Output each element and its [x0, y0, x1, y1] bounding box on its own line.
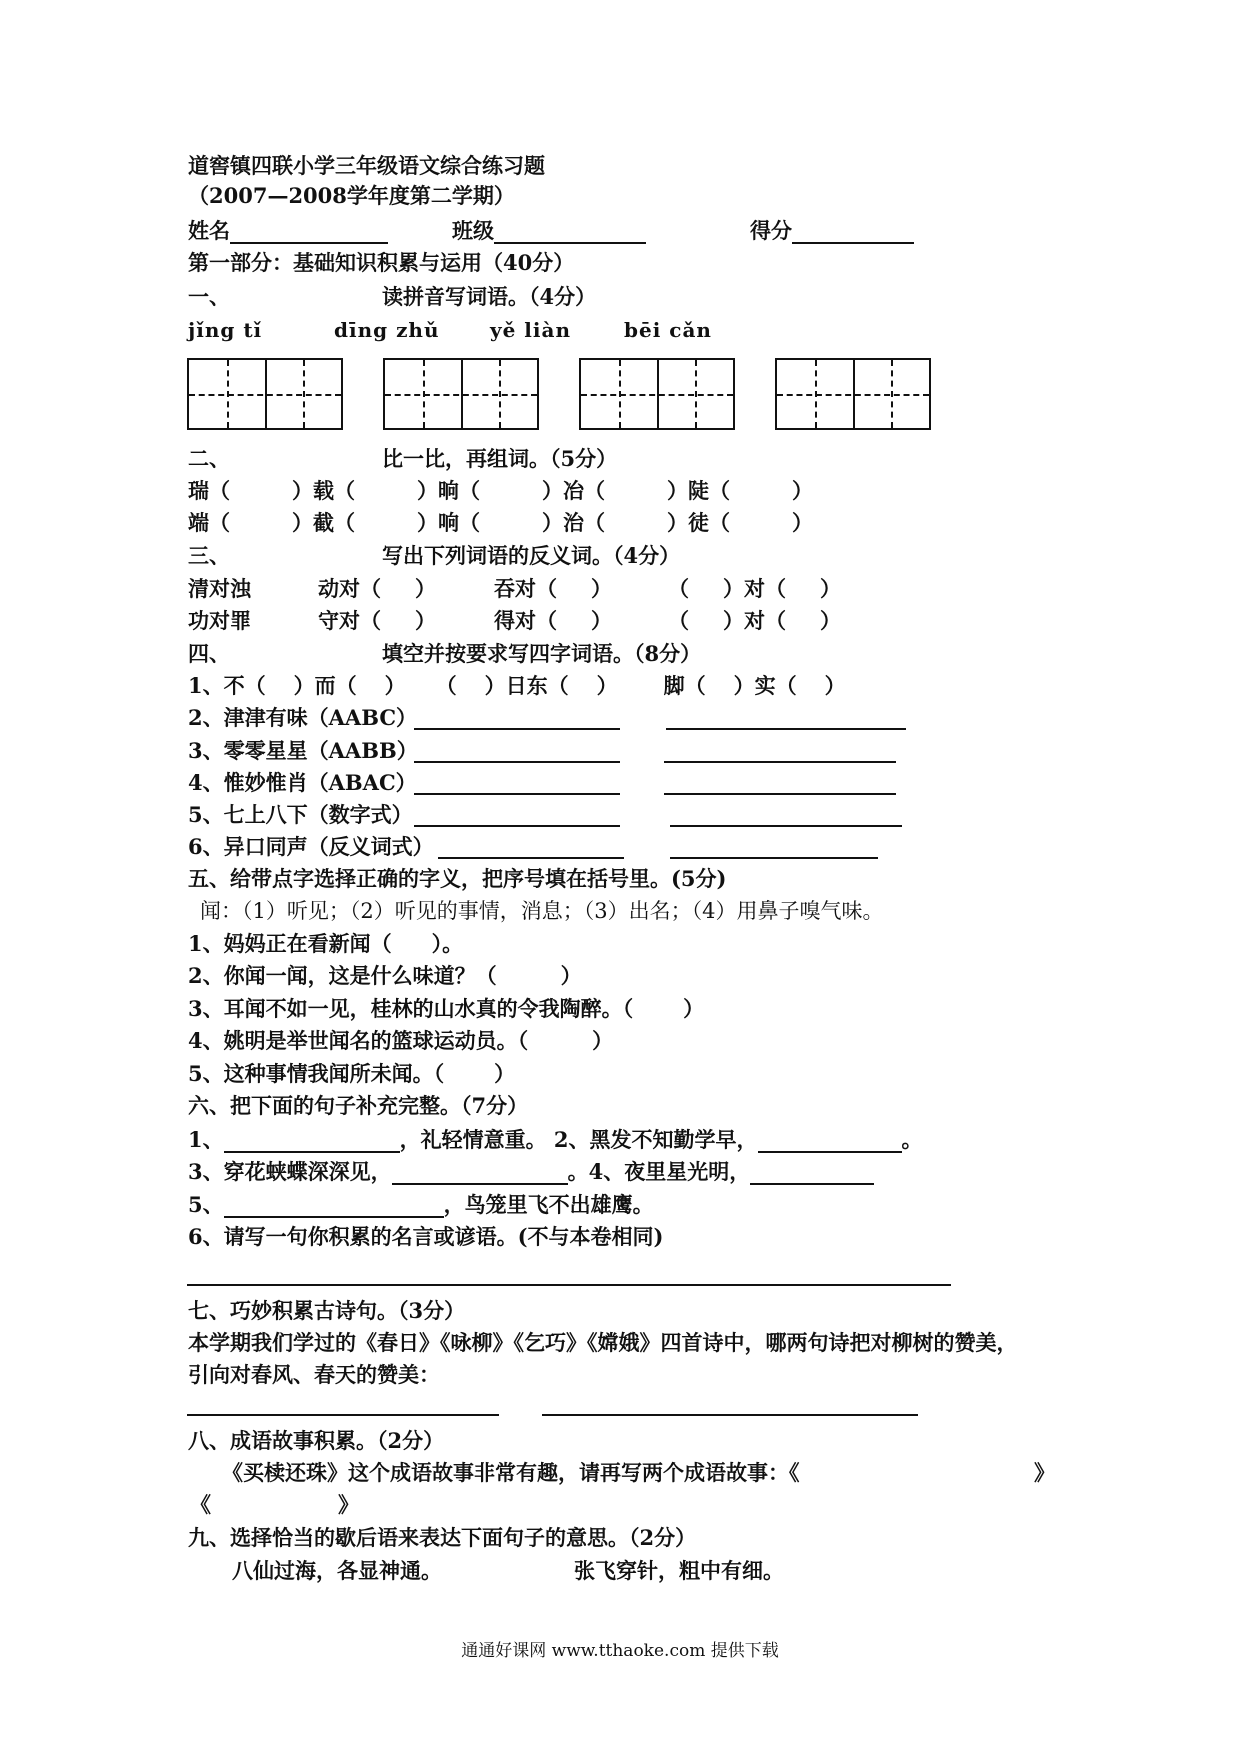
q7-text-2: 引向对春风、春天的赞美：	[188, 1362, 440, 1387]
q4-line2-blank-b[interactable]	[666, 728, 906, 730]
q5-item-5: 5、这种事情我闻所未闻。（ ）	[188, 1061, 516, 1086]
q8-close-1: 》	[1034, 1460, 1055, 1485]
q2-num: 二、	[188, 446, 230, 471]
pinyin-4: bēi cǎn	[624, 318, 712, 342]
pinyin-3: yě liàn	[490, 318, 572, 342]
q9-sentence-1: 八仙过海，各显神通。	[232, 1558, 442, 1583]
q3-title: 写出下列词语的反义词。（4分）	[382, 543, 681, 568]
q4-line4-blank-b[interactable]	[664, 793, 896, 795]
class-field[interactable]	[452, 218, 646, 244]
q6-blank-1[interactable]	[224, 1131, 400, 1153]
q4-line2: 2、津津有味（AABC）	[188, 705, 418, 730]
q4-line4-blank-a[interactable]	[414, 793, 620, 795]
footer-credit: 通通好课网 www.tthaoke.com 提供下载	[461, 1641, 779, 1661]
q5-definitions: 闻：（1）听见；（2）听见的事情，消息；（3）出名；（4）用鼻子嗅气味。	[200, 899, 884, 923]
q3-row1-b: 动对（ ）	[318, 576, 436, 601]
q3-row2-b: 守对（ ）	[318, 608, 436, 633]
q8-close-2: 》	[338, 1492, 359, 1517]
q6-blank-4[interactable]	[750, 1163, 874, 1185]
q3-row1-a: 清对浊	[188, 576, 251, 601]
q5-title: 五、给带点字选择正确的字义，把序号填在括号里。(5分)	[188, 866, 727, 891]
q5-item-2: 2、你闻一闻，这是什么味道？（ ）	[188, 963, 582, 988]
q8-open-2: 《	[190, 1492, 211, 1517]
q3-row2-a: 功对罪	[188, 608, 251, 633]
q4-line6: 6、异口同声（反义词式）	[188, 834, 434, 859]
q4-line5: 5、七上八下（数字式）	[188, 802, 413, 827]
q6-line4: 6、请写一句你积累的名言或谚语。(不与本卷相同)	[188, 1224, 664, 1249]
q2-row2: 端（ ）截（ ）响（ ）治（ ）徒（ ）	[188, 510, 813, 535]
q6-line2: 3、穿花蛱蝶深深见， 。4、夜里星光明，	[188, 1159, 874, 1185]
writing-grid-3[interactable]	[579, 358, 735, 430]
q2-row1: 瑞（ ）载（ ）晌（ ）冶（ ）陡（ ）	[188, 478, 813, 503]
q4-line3: 3、零零星星（AABB）	[188, 738, 418, 763]
q6-line1: 1、 ，礼轻情意重。 2、黑发不知勤学早， 。	[188, 1127, 923, 1152]
page-subtitle: （2007—2008学年度第二学期）	[188, 183, 515, 208]
page-title: 道窖镇四联小学三年级语文综合练习题	[188, 153, 545, 178]
score-field[interactable]	[750, 218, 914, 244]
q4-line5-blank-b[interactable]	[670, 825, 902, 827]
q5-item-1: 1、妈妈正在看新闻（ ）。	[188, 931, 464, 956]
q6-answer-line[interactable]	[187, 1284, 951, 1286]
q7-text-1: 本学期我们学过的《春日》《咏柳》《乞巧》《嫦娥》四首诗中，哪两句诗把对柳树的赞美，	[188, 1330, 1018, 1355]
q4-line2-blank-a[interactable]	[414, 728, 620, 730]
q3-row1-d: （ ）对（ ）	[668, 576, 841, 601]
q1-num: 一、	[188, 284, 230, 309]
writing-grid-4[interactable]	[775, 358, 931, 430]
q9-sentence-2: 张飞穿针，粗中有细。	[574, 1558, 784, 1583]
pinyin-1: jǐng tǐ	[188, 318, 263, 342]
q7-title: 七、巧妙积累古诗句。（3分）	[188, 1298, 466, 1323]
q6-line3: 5、 ，鸟笼里飞不出雄鹰。	[188, 1192, 654, 1217]
q4-line6-blank-a[interactable]	[438, 857, 624, 859]
q4-num: 四、	[188, 641, 230, 666]
q6-blank-5[interactable]	[224, 1196, 444, 1218]
q3-num: 三、	[188, 543, 230, 568]
q8-title: 八、成语故事积累。（2分）	[188, 1428, 445, 1453]
q5-item-4: 4、姚明是举世闻名的篮球运动员。（ ）	[188, 1028, 614, 1053]
part1-heading: 第一部分：基础知识积累与运用（40分）	[188, 250, 575, 275]
q5-item-3: 3、耳闻不如一见，桂林的山水真的令我陶醉。（ ）	[188, 996, 705, 1021]
q7-answer-line-2[interactable]	[542, 1414, 918, 1416]
q4-line5-blank-a[interactable]	[414, 825, 620, 827]
q8-text: 《买椟还珠》这个成语故事非常有趣，请再写两个成语故事：《	[222, 1460, 800, 1485]
q3-row1-c: 吞对（ ）	[494, 576, 612, 601]
q4-title: 填空并按要求写四字词语。（8分）	[382, 641, 702, 666]
score-label: 得分	[750, 218, 792, 243]
name-field[interactable]	[188, 218, 388, 244]
pinyin-2: dīng zhǔ	[334, 318, 440, 342]
writing-grid-2[interactable]	[383, 358, 539, 430]
q4-line3-blank-b[interactable]	[664, 761, 896, 763]
q6-title: 六、把下面的句子补充完整。（7分）	[188, 1093, 529, 1118]
q6-blank-3[interactable]	[392, 1163, 568, 1185]
q4-line1: 1、不（ ）而（ ） （ ）日东（ ） 脚（ ）实（ ）	[188, 673, 846, 698]
q4-line4: 4、惟妙惟肖（ABAC）	[188, 770, 417, 795]
q6-blank-2[interactable]	[758, 1131, 902, 1153]
class-label: 班级	[452, 218, 494, 243]
writing-grid-1[interactable]	[187, 358, 343, 430]
q3-row2-d: （ ）对（ ）	[668, 608, 841, 633]
q1-title: 读拼音写词语。（4分）	[382, 284, 597, 309]
q4-line3-blank-a[interactable]	[414, 761, 620, 763]
q3-row2-c: 得对（ ）	[494, 608, 612, 633]
q4-line6-blank-b[interactable]	[670, 857, 878, 859]
name-label: 姓名	[188, 218, 230, 243]
q7-answer-line-1[interactable]	[187, 1414, 499, 1416]
q9-title: 九、选择恰当的歇后语来表达下面句子的意思。（2分）	[188, 1525, 697, 1550]
q2-title: 比一比，再组词。（5分）	[382, 446, 618, 471]
